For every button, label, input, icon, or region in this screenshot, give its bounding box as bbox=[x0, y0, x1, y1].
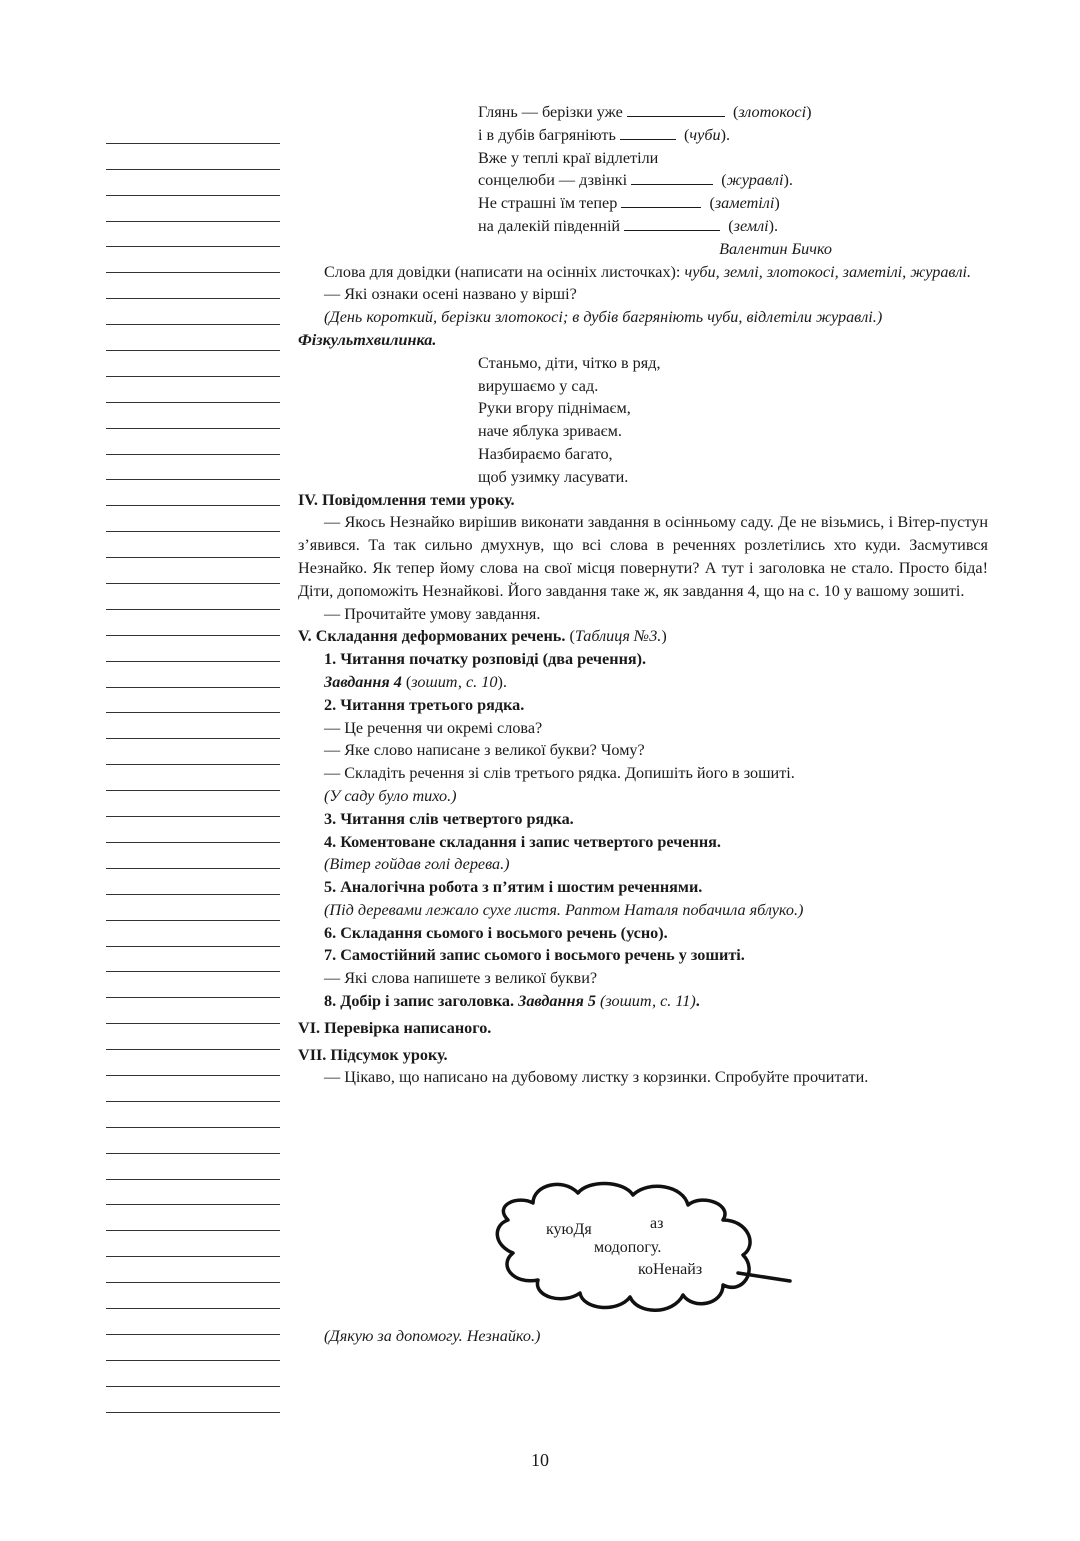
section-7-title: VII. Підсумок уроку. bbox=[298, 1045, 448, 1064]
step-3: 3. Читання слів четвертого рядка. bbox=[324, 809, 574, 828]
margin-line bbox=[106, 843, 280, 869]
step-2: 2. Читання третього рядка. bbox=[324, 695, 525, 714]
poem-line: Назбираємо багато, bbox=[478, 444, 613, 463]
poem-line: щоб узимку ласувати. bbox=[478, 467, 629, 486]
margin-line bbox=[106, 1102, 280, 1128]
margin-line bbox=[106, 584, 280, 610]
leaf-word: модопогу. bbox=[594, 1239, 662, 1256]
margin-line bbox=[106, 688, 280, 714]
section-6-title: VI. Перевірка написаного. bbox=[298, 1018, 492, 1037]
poem-fizkult bbox=[478, 352, 988, 489]
margin-line bbox=[106, 273, 280, 299]
margin-line bbox=[106, 713, 280, 739]
poem-author: Валентин Бичко bbox=[719, 239, 832, 258]
margin-line bbox=[106, 662, 280, 688]
margin-line bbox=[106, 1361, 280, 1387]
margin-line bbox=[106, 869, 280, 895]
poem-line: Не страшні їм тепер (заметілі) bbox=[478, 194, 780, 213]
margin-line bbox=[106, 1283, 280, 1309]
margin-line bbox=[106, 895, 280, 921]
leaf-word: коНенайз bbox=[638, 1261, 703, 1278]
margin-line bbox=[106, 921, 280, 947]
margin-line bbox=[106, 998, 280, 1024]
margin-line bbox=[106, 1050, 280, 1076]
margin-line bbox=[106, 377, 280, 403]
question-text: — Яке слово написане з великої букви? Чому? bbox=[324, 741, 645, 760]
section-4-paragraph: — Якось Незнайко вирішив виконати завдання в осінньому саду. Де не візьмись, і Вітер-пустун з’явився. Та так сильно дмухнув, що всі слова в реченнях розлетілись хто куди. Засмутився Незнайко. Як тепер йому слова на свої місця повернути? А тут і заголовка не стало. Просто біда! Діти, допоможіть Незнайкові. Його завдання таке ж, як завдання 4, що на с. 10 у вашому зошиті. bbox=[298, 513, 988, 600]
thanks-note: (Дякую за допомогу. Незнайко.) bbox=[324, 1327, 541, 1345]
poem-line: Вже у теплі краї відлетіли bbox=[478, 148, 659, 167]
poem-line: вирушаємо у сад. bbox=[478, 376, 599, 395]
section-4-title: IV. Повідомлення теми уроку. bbox=[298, 490, 515, 509]
step-4: 4. Коментоване складання і запис четвертого речення. bbox=[324, 832, 721, 851]
margin-line bbox=[106, 765, 280, 791]
margin-line bbox=[106, 791, 280, 817]
margin-line bbox=[106, 1387, 280, 1413]
answer-text: (У саду було тихо.) bbox=[324, 786, 457, 805]
margin-line bbox=[106, 947, 280, 973]
margin-line bbox=[106, 196, 280, 222]
margin-line bbox=[106, 455, 280, 481]
oak-leaf-puzzle bbox=[488, 1175, 798, 1315]
poem-line: наче яблука зриваєм. bbox=[478, 422, 622, 441]
margin-line bbox=[106, 1180, 280, 1206]
margin-line bbox=[106, 1205, 280, 1231]
margin-line bbox=[106, 480, 280, 506]
margin-line bbox=[106, 558, 280, 584]
margin-line bbox=[106, 532, 280, 558]
margin-line bbox=[106, 222, 280, 248]
poem-line: сонцелюби — дзвінкі (журавлі). bbox=[478, 171, 793, 190]
margin-line bbox=[106, 1154, 280, 1180]
page-number: 10 bbox=[531, 1450, 549, 1470]
poem-autumn bbox=[478, 101, 988, 238]
poem-line: на далекій південній (землі). bbox=[478, 216, 779, 235]
question-text: — Це речення чи окремі слова? bbox=[324, 718, 543, 737]
margin-line bbox=[106, 636, 280, 662]
margin-line bbox=[106, 118, 280, 144]
section-4-instruction: — Прочитайте умову завдання. bbox=[324, 604, 541, 623]
margin-line bbox=[106, 739, 280, 765]
margin-line bbox=[106, 1076, 280, 1102]
margin-line bbox=[106, 144, 280, 170]
margin-line bbox=[106, 1231, 280, 1257]
margin-line bbox=[106, 429, 280, 455]
margin-line bbox=[106, 1128, 280, 1154]
step-7: 7. Самостійний запис сьомого і восьмого речень у зошиті. bbox=[324, 946, 745, 965]
margin-line bbox=[106, 403, 280, 429]
poem-line: Глянь — берізки уже (злотокосі) bbox=[478, 103, 812, 121]
helper-words: Слова для довідки (написати на осінніх листочках): чуби, землі, злотокосі, заметілі, журавлі. bbox=[324, 262, 972, 281]
section-5-title: V. Складання деформованих речень. (Таблиця №3.) bbox=[298, 627, 667, 646]
margin-line bbox=[106, 299, 280, 325]
answer-text: (Під деревами лежало сухе листя. Раптом Наталя побачила яблуко.) bbox=[324, 900, 804, 919]
margin-line bbox=[106, 351, 280, 377]
question-text: — Які слова напишете з великої букви? bbox=[324, 969, 598, 988]
step-6: 6. Складання сьомого і восьмого речень (усно). bbox=[324, 923, 668, 942]
answer-text: (День короткий, берізки злотокосі; в дубів багряніють чуби, відлетіли журавлі.) bbox=[324, 308, 883, 327]
margin-line bbox=[106, 610, 280, 636]
leaf-word: аз bbox=[650, 1215, 664, 1232]
margin-line bbox=[106, 1024, 280, 1050]
task-4-ref: Завдання 4 (зошит, с. 10). bbox=[324, 672, 507, 691]
poem-line: Руки вгору піднімаєм, bbox=[478, 399, 631, 418]
margin-line bbox=[106, 325, 280, 351]
answer-text: (Вітер гойдав голі дерева.) bbox=[324, 855, 510, 874]
question-text: — Які ознаки осені названо у вірші? bbox=[324, 285, 577, 304]
margin-line bbox=[106, 1309, 280, 1335]
leaf-word: куюДя bbox=[546, 1221, 592, 1238]
step-8: 8. Добір і запис заголовка. Завдання 5 (зошит, с. 11). bbox=[324, 992, 700, 1011]
margin-line bbox=[106, 170, 280, 196]
margin-note-lines bbox=[106, 118, 280, 1413]
margin-line bbox=[106, 247, 280, 273]
margin-line bbox=[106, 817, 280, 843]
section-7-text: — Цікаво, що написано на дубовому листку з корзинки. Спробуйте прочитати. bbox=[324, 1068, 869, 1087]
margin-line bbox=[106, 1335, 280, 1361]
step-5: 5. Аналогічна робота з п’ятим і шостим реченнями. bbox=[324, 878, 703, 897]
fizkult-title: Фізкультхвилинка. bbox=[298, 330, 437, 349]
margin-line bbox=[106, 972, 280, 998]
margin-line bbox=[106, 1257, 280, 1283]
poem-line: Станьмо, діти, чітко в ряд, bbox=[478, 353, 661, 372]
step-1: 1. Читання початку розповіді (два речення). bbox=[324, 650, 647, 669]
lesson-content bbox=[298, 100, 988, 1089]
poem-line: і в дубів багряніють (чуби). bbox=[478, 125, 730, 144]
question-text: — Складіть речення зі слів третього рядка. Допишіть його в зошиті. bbox=[324, 764, 795, 783]
margin-line bbox=[106, 506, 280, 532]
